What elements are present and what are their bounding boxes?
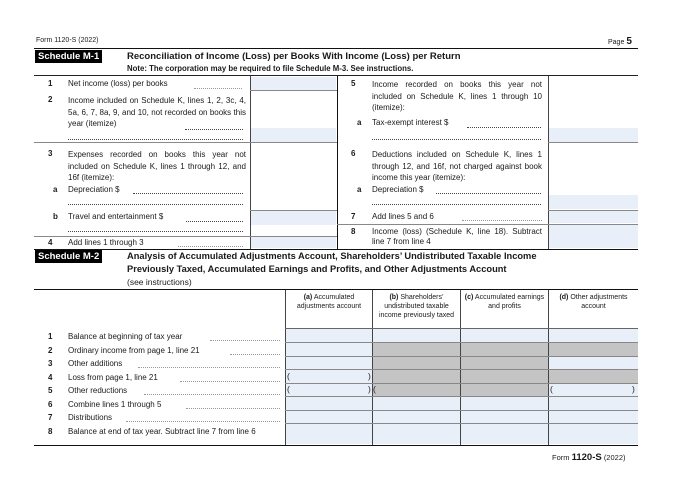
top-rule (34, 48, 638, 49)
m1-line7-leader (462, 220, 542, 221)
m2-row2-leader (230, 354, 280, 355)
m2-row5-text: Other reductions (68, 386, 128, 395)
m1-line1-leader (194, 88, 242, 89)
m1-line6a-text: Depreciation $ (372, 185, 424, 194)
schedule-m1-badge: Schedule M-1 (35, 50, 102, 63)
m2-row1-text: Balance at beginning of tax year (68, 332, 183, 341)
m1-amount-line6[interactable] (549, 195, 638, 209)
m2-row4-num: 4 (48, 373, 53, 382)
m1-line4-leader (178, 246, 243, 247)
m2-row7-leader (126, 421, 280, 422)
m2-row7-text: Distributions (68, 413, 113, 422)
m1-line1-text: Net income (loss) per books (68, 79, 168, 88)
m1-note: Note: The corporation may be required to file Schedule M-3. See instructions. (127, 64, 414, 73)
m2-h1 (285, 342, 638, 343)
m2-vline-b (372, 290, 373, 445)
m1-title: Reconciliation of Income (Loss) per Books With Income (Loss) per Return (127, 51, 461, 62)
m1-line5-num: 5 (351, 79, 356, 88)
m1-amount-line1[interactable] (251, 77, 336, 90)
m1-line3a-field-2[interactable] (68, 204, 243, 205)
m2-bottom-rule (34, 445, 638, 446)
m2-col-a-header: (a) Accumulated adjustments account (296, 294, 362, 310)
m1-line5-text: Income recorded on books this year not included on Schedule K, lines 1 through 10 (itemize): (372, 80, 542, 112)
m1-line3b-field[interactable] (186, 221, 243, 222)
m1-line5a-num: a (357, 118, 362, 127)
m2-row2-num: 2 (48, 346, 53, 355)
schedule-m2-badge: Schedule M-2 (35, 250, 102, 263)
form-label: Form 1120-S (2022) (36, 37, 99, 44)
m1-vline-a (250, 76, 251, 249)
m1-amount-line5[interactable] (549, 128, 638, 142)
m1-line8-text: Income (loss) (Schedule K, line 18). Subtract line 7 from line 4 (372, 227, 542, 246)
page-number: 5 (626, 36, 632, 47)
m1-line6-num: 6 (351, 149, 356, 158)
m1-line2-itemize-2[interactable] (68, 139, 243, 140)
m2-row5-paren-close-d: ) (632, 384, 635, 394)
m2-row6-num: 6 (48, 400, 53, 409)
m1-h2 (34, 142, 337, 143)
m2-row6-text: Combine lines 1 through 5 (68, 400, 162, 409)
m1-line6a-field-2[interactable] (372, 204, 541, 205)
m2-row5-paren-open-d: ( (550, 384, 553, 394)
m2-col-b-row1[interactable] (373, 329, 460, 342)
m1-line3a-field[interactable] (133, 193, 243, 194)
m2-row8-text: Balance at end of tax year. Subtract line 7 from line 6 (68, 427, 256, 436)
m1-line4-text: Add lines 1 through 3 (68, 238, 144, 247)
m2-top-rule (34, 249, 638, 250)
m2-col-b-header: (b) Shareholders’ undistributed taxable income previously taxed (378, 294, 455, 319)
m2-row8-num: 8 (48, 427, 53, 436)
m1-line6a-num: a (357, 185, 362, 194)
m1-line3-text: Expenses recorded on books this year not included on Schedule K, lines 1 through 12, and 16f (itemize): (68, 150, 246, 182)
m1-line7-text: Add lines 5 and 6 (372, 212, 434, 221)
m2-row4-paren-open-a: ( (287, 371, 290, 381)
m2-title-line2: Previously Taxed, Accumulated Earnings and Profits, and Other Adjustments Account (127, 264, 507, 274)
m1-line3b-num: b (53, 212, 58, 221)
m2-row4-paren-close-a: ) (368, 371, 371, 381)
m1-amount-line8[interactable] (549, 225, 638, 248)
m1-line5a-field-2[interactable] (372, 139, 541, 140)
m1-line4-num: 4 (48, 238, 53, 247)
m2-row5-paren-open-a: ( (287, 384, 290, 394)
m1-line3a-text: Depreciation $ (68, 185, 120, 194)
m2-h3 (285, 369, 638, 370)
m1-line3a-num: a (53, 185, 58, 194)
m1-h4 (34, 236, 337, 237)
m1-h1 (250, 90, 337, 91)
m1-line1-num: 1 (48, 79, 53, 88)
m2-h6 (285, 410, 638, 411)
m1-amount-line4[interactable] (251, 237, 336, 248)
m2-row5-paren-open-b: ( (373, 384, 376, 394)
m1-amount-line2[interactable] (251, 128, 336, 142)
m2-row1-leader (210, 340, 280, 341)
m2-col-a-fields[interactable] (286, 329, 372, 444)
m1-line2-itemize[interactable] (185, 129, 243, 130)
m1-amount-line3[interactable] (251, 211, 336, 225)
m2-h0 (285, 328, 638, 329)
m1-line8-num: 8 (351, 227, 356, 236)
m2-h4 (285, 383, 638, 384)
m1-line3b-text: Travel and entertainment $ (68, 212, 164, 221)
m2-row3-num: 3 (48, 359, 53, 368)
m2-vline-d (548, 290, 549, 445)
m2-row5-paren-close-a: ) (368, 384, 371, 394)
m1-h3 (250, 210, 337, 211)
m1-h6 (548, 210, 638, 211)
m1-line6a-field[interactable] (436, 193, 541, 194)
m2-title-line3: (see instructions) (127, 277, 192, 287)
m1-line3-num: 3 (48, 149, 53, 158)
m1-line5a-text: Tax-exempt interest $ (372, 118, 449, 127)
m2-h5 (285, 396, 638, 397)
m2-col-c-row1[interactable] (461, 329, 548, 342)
m2-col-b-rows6-8[interactable] (373, 396, 460, 444)
m2-col-c-rows6-8[interactable] (461, 396, 548, 444)
m1-line3b-field-2[interactable] (68, 231, 243, 232)
m2-vline-c (460, 290, 461, 445)
m2-row4-leader (180, 381, 280, 382)
m2-gray-d-row2 (549, 343, 638, 356)
m1-line5a-field[interactable] (467, 127, 541, 128)
m1-line7-num: 7 (351, 212, 356, 221)
m2-row5-num: 5 (48, 386, 53, 395)
m1-line6-text: Deductions included on Schedule K, lines 1 through 12, and 16f, not charged against book income this year (itemize): (372, 150, 542, 182)
m2-row1-num: 1 (48, 332, 53, 341)
page-label: Page 5 (608, 36, 632, 47)
m2-col-d-header: (d) Other adjustments account (559, 294, 628, 310)
m2-vline-a (285, 290, 286, 445)
m2-row7-num: 7 (48, 413, 53, 422)
m1-h5 (548, 142, 638, 143)
m2-h2 (285, 356, 638, 357)
m2-gray-d-row4 (549, 370, 638, 383)
m1-amount-line7[interactable] (549, 211, 638, 223)
m2-row2-text: Ordinary income from page 1, line 21 (68, 346, 200, 355)
m2-h7 (285, 423, 638, 424)
m1-line2-text: Income included on Schedule K, lines 1, 2, 3c, 4, 5a, 6, 7, 8a, 9, and 10, not recorded on books this year (itemize) (68, 96, 246, 128)
m2-row4-text: Loss from page 1, line 21 (68, 373, 158, 382)
m1-h7 (337, 224, 638, 225)
m2-title-line1: Analysis of Accumulated Adjustments Account, Shareholders’ Undistributed Taxable Income (127, 251, 537, 261)
m2-col-c-header: (c) Accumulated earnings and profits (464, 294, 545, 310)
m2-row5-leader (144, 394, 280, 395)
m2-row3-leader (138, 367, 280, 368)
footer-form-label: Form 1120-S (2022) (552, 452, 626, 463)
m1-line2-num: 2 (48, 95, 53, 104)
m2-row6-leader (186, 408, 280, 409)
m2-row3-text: Other additions (68, 359, 123, 368)
